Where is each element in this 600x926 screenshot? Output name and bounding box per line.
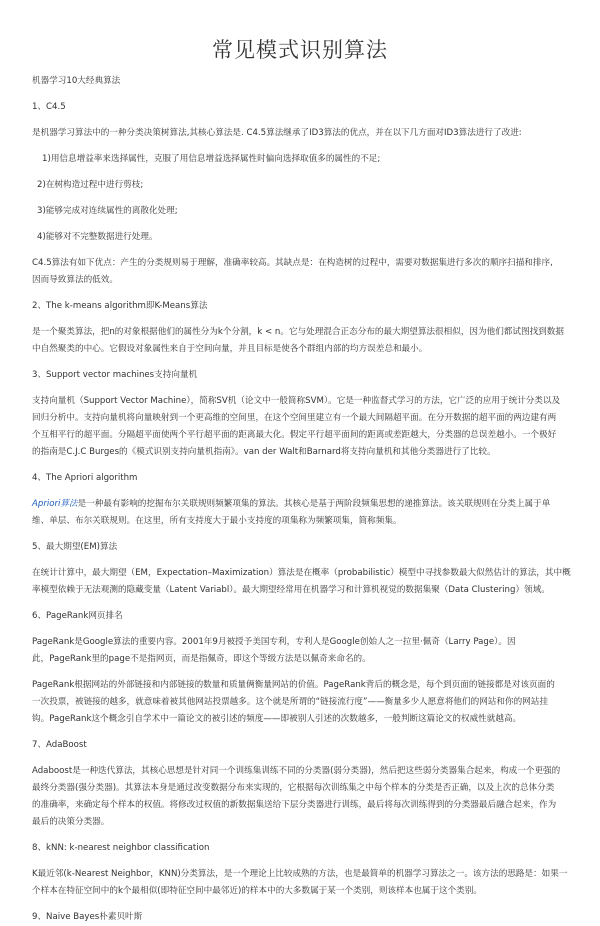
adaboost-body-line: Adaboost是一种迭代算法，其核心思想是针对同一个训练集训练不同的分类器(弱分类器)，然后把这些弱分类器集合起来，构成一个更强的 (32, 766, 561, 776)
kmeans-body-line: 中自然聚类的中心。它假设对象属性来自于空间向量，并且目标是使各个群组内部的均方误差总和最小。 (32, 344, 428, 354)
section-heading-naive-bayes: 9、Naive Bayes朴素贝叶斯 (32, 912, 143, 922)
apriori-body-first-rest: 是一种最有影响的挖掘布尔关联规则频繁项集的算法。其核心是基于两阶段频集思想的递推算法。该关联规则在分类上属于单 (77, 499, 551, 509)
em-body-line: 在统计计算中，最大期望（EM，Expectation–Maximization）算法是在概率（probabilistic）模型中寻找参数最大似然估计的算法，其中概 (32, 568, 571, 578)
section-heading-apriori: 4、The Apriori algorithm (32, 473, 138, 483)
adaboost-body-line: 最后的决策分类器。 (32, 817, 110, 827)
pagerank-p2-line: 钩。PageRank这个概念引自学术中一篇论文的被引述的频度——即被别人引述的次数越多，一般判断这篇论文的权威性就越高。 (32, 714, 522, 724)
kmeans-body-line: 是一个聚类算法，把n的对象根据他们的属性分为k个分割，k < n。它与处理混合正态分布的最大期望算法很相似，因为他们都试图找到数据 (32, 327, 564, 337)
section-heading-adaboost: 7、AdaBoost (32, 740, 87, 750)
c45-item-4: 4)能够对不完整数据进行处理。 (37, 232, 158, 242)
page-title: 常见模式识别算法 (212, 38, 388, 62)
section-heading-pagerank: 6、PageRank网页排名 (32, 611, 123, 621)
section-c45-intro: 是机器学习算法中的一种分类决策树算法,其核心算法是. C4.5算法继承了ID3算法的优点，并在以下几方面对ID3算法进行了改进: (32, 128, 522, 138)
section-heading-knn: 8、kNN: k-nearest neighbor classification (32, 843, 210, 853)
c45-summary-line: C4.5算法有如下优点：产生的分类规则易于理解，准确率较高。其缺点是：在构造树的过程中，需要对数据集进行多次的顺序扫描和排序, (32, 258, 553, 268)
section-heading-em: 5、最大期望(EM)算法 (32, 542, 118, 552)
knn-body-line: K最近邻(k-Nearest Neighbor，KNN)分类算法，是一个理论上比较成熟的方法，也是最简单的机器学习算法之一。该方法的思路是：如果一 (32, 869, 568, 879)
section-heading-c45: 1、C4.5 (32, 102, 66, 112)
knn-body-line: 个样本在特征空间中的k个最相似(即特征空间中最邻近)的样本中的大多数属于某一个类别，则该样本也属于这个类别。 (32, 886, 482, 896)
svm-body-line: 回归分析中。支持向量机将向量映射到一个更高维的空间里，在这个空间里建立有一个最大间隔超平面。在分开数据的超平面的两边建有两 (32, 413, 557, 423)
pagerank-p2-line: 一次投票，被链接的越多，就意味着被其他网站投票越多。这个就是所谓的“链接流行度”——衡量多少人愿意将他们的网站和你的网站挂 (32, 697, 548, 707)
svm-body-line: 的指南是C.J.C Burges的《模式识别支持向量机指南》。van der Walt和Barnard将支持向量机和其他分类器进行了比较。 (32, 447, 496, 457)
apriori-link[interactable]: Apriori算法 (32, 499, 78, 509)
section-heading-kmeans: 2、The k-means algorithm即K-Means算法 (32, 301, 208, 311)
em-body-line: 率模型依赖于无法观测的隐藏变量（Latent Variabl）。最大期望经常用在机器学习和计算机视觉的数据集聚（Data Clustering）领域。 (32, 585, 550, 595)
pagerank-p2-line: PageRank根据网站的外部链接和内部链接的数量和质量俩衡量网站的价值。PageRank背后的概念是，每个到页面的链接都是对该页面的 (32, 680, 555, 690)
svm-body-line: 支持向量机（Support Vector Machine），简称SV机（论文中一般简称SVM）。它是一种监督式学习的方法，它广泛的应用于统计分类以及 (32, 396, 561, 406)
adaboost-body-line: 最终分类器(强分类器)。其算法本身是通过改变数据分布来实现的，它根据每次训练集之中每个样本的分类是否正确，以及上次的总体分类 (32, 783, 555, 793)
pagerank-p1-line: PageRank是Google算法的重要内容。2001年9月被授予美国专利，专利人是Google创始人之一拉里·佩奇（Larry Page）。因 (32, 637, 516, 647)
svm-body-line: 个互相平行的超平面。分隔超平面使两个平行超平面的距离最大化。假定平行超平面间的距离或差距越大，分类器的总误差越小。一个极好 (32, 430, 557, 440)
apriori-body-line: 维、单层、布尔关联规则。在这里，所有支持度大于最小支持度的项集称为频繁项集，简称频集。 (32, 516, 402, 526)
apriori-body-line (32, 496, 568, 513)
c45-item-1: 1)用信息增益率来选择属性，克服了用信息增益选择属性时偏向选择取值多的属性的不足; (42, 154, 381, 164)
c45-summary-line: 因而导致算法的低效。 (32, 275, 118, 285)
c45-item-2: 2)在树构造过程中进行剪枝; (37, 180, 144, 190)
section-heading-svm: 3、Support vector machines支持向量机 (32, 370, 198, 380)
c45-item-3: 3)能够完成对连续属性的离散化处理; (37, 206, 178, 216)
adaboost-body-line: 的准确率，来确定每个样本的权值。将修改过权值的新数据集送给下层分类器进行训练，最后将每次训练得到的分类器最后融合起来，作为 (32, 800, 557, 810)
subtitle: 机器学习10大经典算法 (32, 76, 121, 86)
pagerank-p1-line: 此，PageRank里的page不是指网页，而是指佩奇，即这个等级方法是以佩奇来命名的。 (32, 654, 371, 664)
